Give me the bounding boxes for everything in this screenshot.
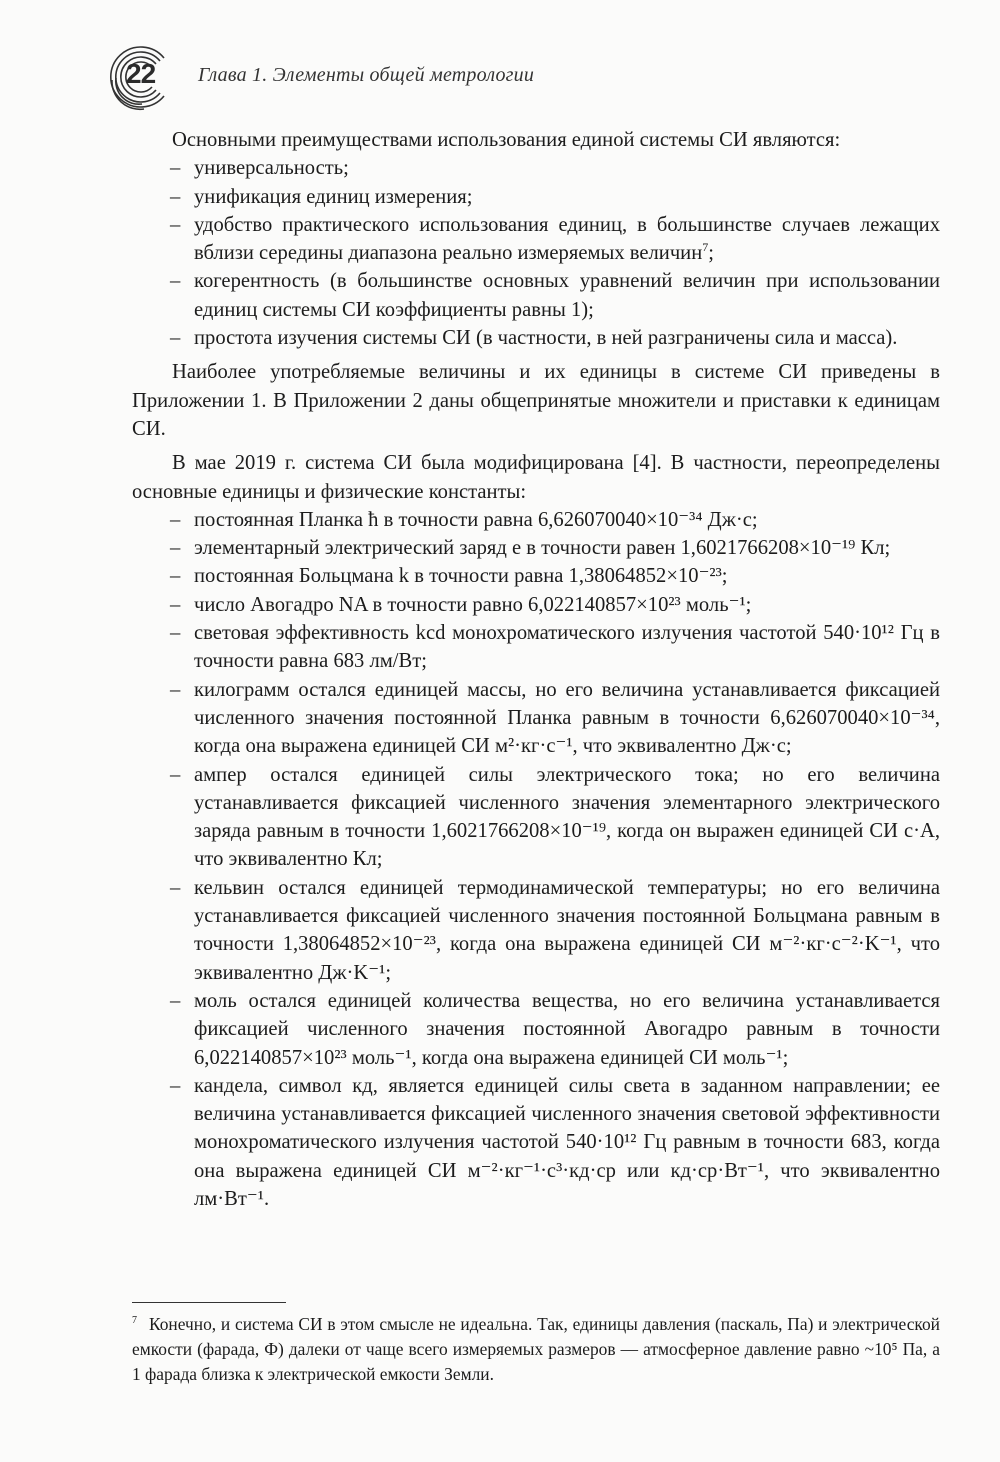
footnote-text: Конечно, и система СИ в этом смысле не идеальна. Так, единицы давления (паскаль, Па) и электрической емкости (фарада, Ф) далеки от чаще всего измеряемых размеров — атмосферное давление равно ~10⁵ Па, а 1 фарада близка к электрической емкости Земли.	[132, 1314, 940, 1384]
list-item: – кельвин остался единицей термодинамической температуры; но его величина устанавливается фиксацией численного значения постоянной Больцмана равным в точности 1,38064852×10⁻²³, когда она выражена единицей СИ м⁻²·кг·с⁻²·K⁻¹, что эквивалентно Дж·K⁻¹;	[132, 874, 940, 987]
list-item: – унификация единиц измерения;	[132, 183, 940, 211]
list-item: – постоянная Планка ħ в точности равна 6,626070040×10⁻³⁴ Дж·с;	[132, 506, 940, 534]
page-body	[132, 126, 940, 1213]
footnote-number: 7	[132, 1315, 137, 1327]
list-item-text: удобство практического использования единиц, в большинстве случаев лежащих вблизи середины диапазона реально измеряемых величин	[194, 213, 940, 265]
appendix-paragraph: Наиболее употребляемые величины и их единицы в системе СИ приведены в Приложении 1. В Приложении 2 даны общепринятые множители и приставки к единицам СИ.	[132, 361, 940, 440]
list-item: – моль остался единицей количества вещества, но его величина устанавливается фиксацией численного значения постоянной Авогадро равным в точности 6,022140857×10²³ моль⁻¹, когда она выражена единицей СИ моль⁻¹;	[132, 987, 940, 1072]
footnote-ref: 7	[702, 240, 709, 255]
footnote-divider	[132, 1302, 286, 1303]
page-number: 22	[126, 58, 156, 89]
constants-list	[132, 506, 940, 1213]
list-item: – световая эффективность kcd монохроматического излучения частотой 540·10¹² Гц в точности равна 683 лм/Вт;	[132, 619, 940, 676]
list-item: – ампер остался единицей силы электрического тока; но его величина устанавливается фиксацией численного значения элементарного электрического заряда равным в точности 1,6021766208×10⁻¹⁹, когда он выражен единицей СИ с·А, что эквивалентно Кл;	[132, 761, 940, 874]
list-item: – удобство практического использования единиц, в большинстве случаев лежащих вблизи середины диапазона реально измеряемых величин$^7$;	[132, 211, 940, 268]
list-item: – килограмм остался единицей массы, но его величина устанавливается фиксацией численного значения постоянной Планка равным в точности 6,626070040×10⁻³⁴, когда она выражена единицей СИ м²·кг·с⁻¹, что эквивалентно Дж·с;	[132, 676, 940, 761]
intro-paragraph: Основными преимуществами использования единой системы СИ являются:	[172, 129, 841, 151]
redefinition-paragraph: В мае 2019 г. система СИ была модифицирована [4]. В частности, переопределены основные единицы и физические константы:	[132, 452, 940, 503]
advantages-list	[132, 154, 940, 352]
chapter-title: Глава 1. Элементы общей метрологии	[198, 64, 535, 86]
list-item: – простота изучения системы СИ (в частности, в ней разграничены сила и масса).	[132, 324, 940, 352]
list-item: – число Авогадро NA в точности равно 6,022140857×10²³ моль⁻¹;	[132, 591, 940, 619]
footnote	[132, 1312, 940, 1387]
list-item: – постоянная Больцмана k в точности равна 1,38064852×10⁻²³;	[132, 562, 940, 590]
list-item: – универсальность;	[132, 154, 940, 182]
list-item: – элементарный электрический заряд e в точности равен 1,6021766208×10⁻¹⁹ Кл;	[132, 534, 940, 562]
list-item: – когерентность (в большинстве основных уравнений величин при использовании единиц системы СИ коэффициенты равны 1);	[132, 267, 940, 324]
page-header	[104, 42, 964, 112]
list-item: – кандела, символ кд, является единицей силы света в заданном направлении; ее величина устанавливается фиксацией численного значения световой эффективности монохроматического излучения частотой 540·10¹² Гц равным в точности 683, когда она выражена единицей СИ м⁻²·кг⁻¹·с³·кд·ср или кд·ср·Вт⁻¹, что эквивалентно лм·Вт⁻¹.	[132, 1072, 940, 1213]
